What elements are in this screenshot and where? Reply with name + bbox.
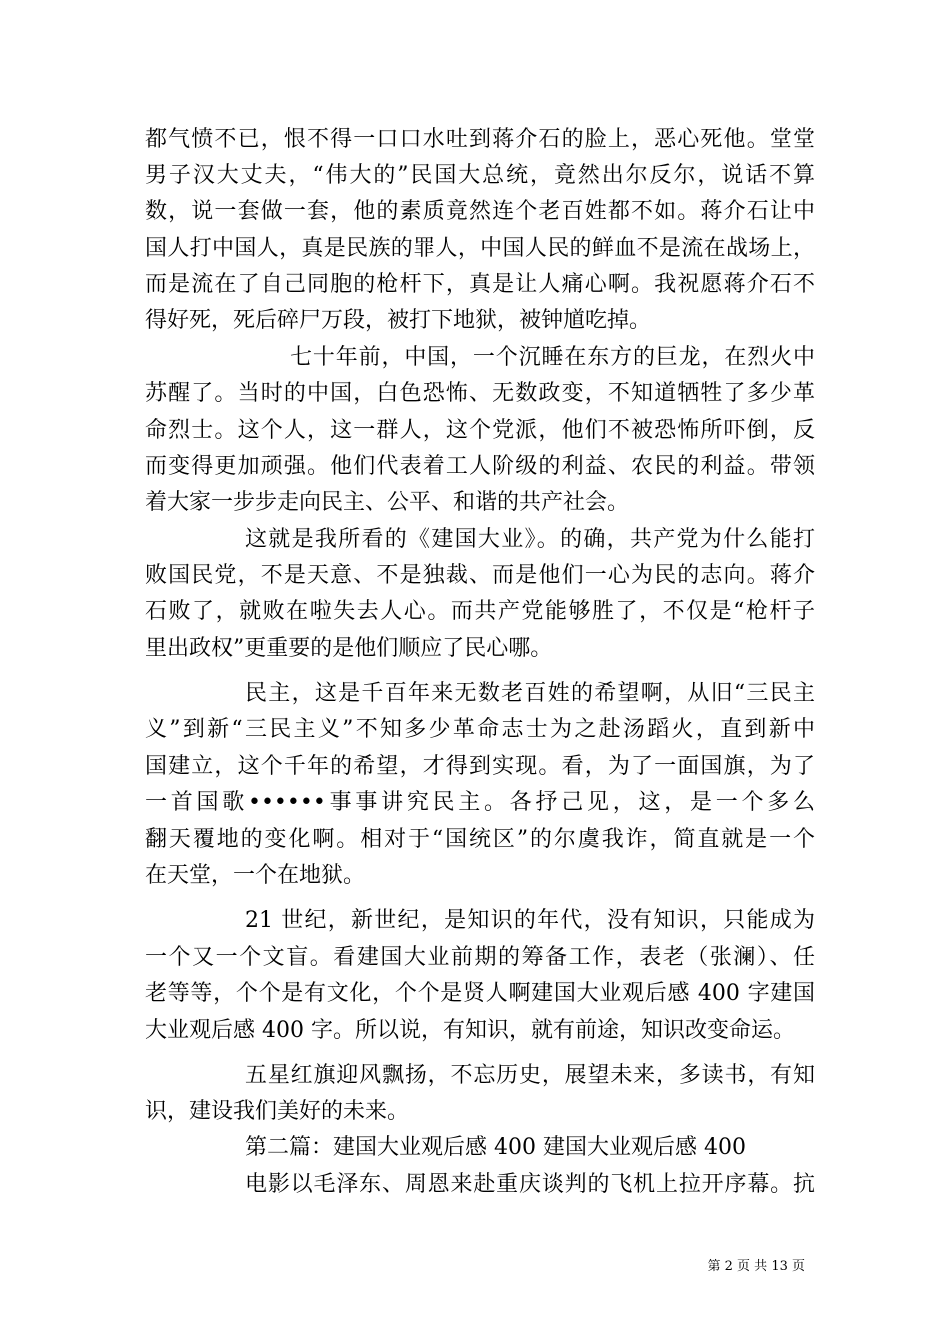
text-line: 男子汉大丈夫，“伟大的”民国大总统，竟然出尔反尔，说话不算 [145, 163, 815, 188]
text-line: 而变得更加顽强。他们代表着工人阶级的利益、农民的利益。带领 [145, 454, 815, 479]
text-line: 大业观后感 400 字。所以说，有知识，就有前途，知识改变命运。 [145, 1018, 795, 1043]
text-line: 义”到新“三民主义”不知多少革命志士为之赴汤蹈火，直到新中 [145, 717, 815, 742]
text-line: 国人打中国人，真是民族的罪人，中国人民的鲜血不是流在战场上， [145, 236, 815, 261]
text-line: 得好死，死后碎尸万段，被打下地狱，被钟馗吃掉。 [145, 308, 652, 333]
text-line: 而是流在了自己同胞的枪杆下，真是让人痛心啊。我祝愿蒋介石不 [145, 272, 815, 297]
text-line: 苏醒了。当时的中国，白色恐怖、无数政变，不知道牺牲了多少革 [145, 381, 815, 406]
text-line: 都气愤不已，恨不得一口口水吐到蒋介石的脸上，恶心死他。堂堂 [145, 127, 815, 152]
text-line: 翻天覆地的变化啊。相对于“国统区”的尔虞我诈，简直就是一个 [145, 827, 815, 852]
paragraph-start-line: 这就是我所看的《建国大业》。的确，共产党为什么能打 [245, 527, 815, 552]
section-heading: 第二篇：建国大业观后感 400 建国大业观后感 400 [245, 1135, 746, 1160]
text-line: 老等等，个个是有文化，个个是贤人啊建国大业观后感 400 字建国 [145, 981, 815, 1006]
text-line: 石败了，就败在啦失去人心。而共产党能够胜了，不仅是“枪杆子 [145, 599, 815, 624]
paragraph-start-line: 七十年前，中国，一个沉睡在东方的巨龙，在烈火中 [290, 345, 815, 370]
text-line: 里出政权”更重要的是他们顺应了民心哪。 [145, 636, 553, 661]
text-line: 在天堂，一个在地狱。 [145, 863, 366, 888]
text-line: 国建立，这个千年的希望，才得到实现。看，为了一面国旗，为了 [145, 754, 815, 779]
text-line: 败国民党，不是天意、不是独裁、而是他们一心为民的志向。蒋介 [145, 563, 815, 588]
paragraph-start-line: 电影以毛泽东、周恩来赴重庆谈判的飞机上拉开序幕。抗 [245, 1172, 815, 1197]
text-line: 识，建设我们美好的未来。 [145, 1099, 410, 1124]
paragraph-start-line: 五星红旗迎风飘扬，不忘历史，展望未来，多读书，有知 [245, 1063, 815, 1088]
paragraph-start-line: 21 世纪，新世纪，是知识的年代，没有知识，只能成为 [245, 908, 815, 933]
paragraph-start-line: 民主，这是千百年来无数老百姓的希望啊，从旧“三民主 [245, 681, 815, 706]
text-line: 数，说一套做一套，他的素质竟然连个老百姓都不如。蒋介石让中 [145, 199, 815, 224]
text-line: 一个又一个文盲。看建国大业前期的筹备工作，表老（张澜）、任 [145, 945, 815, 970]
page-number: 第 2 页 共 13 页 [707, 1259, 805, 1274]
text-line: 着大家一步步走向民主、公平、和谐的共产社会。 [145, 490, 630, 515]
text-line: 命烈士。这个人，这一群人，这个党派，他们不被恐怖所吓倒，反 [145, 418, 815, 443]
text-line: 一首国歌••••••事事讲究民主。各抒己见，这，是一个多么 [145, 790, 815, 815]
